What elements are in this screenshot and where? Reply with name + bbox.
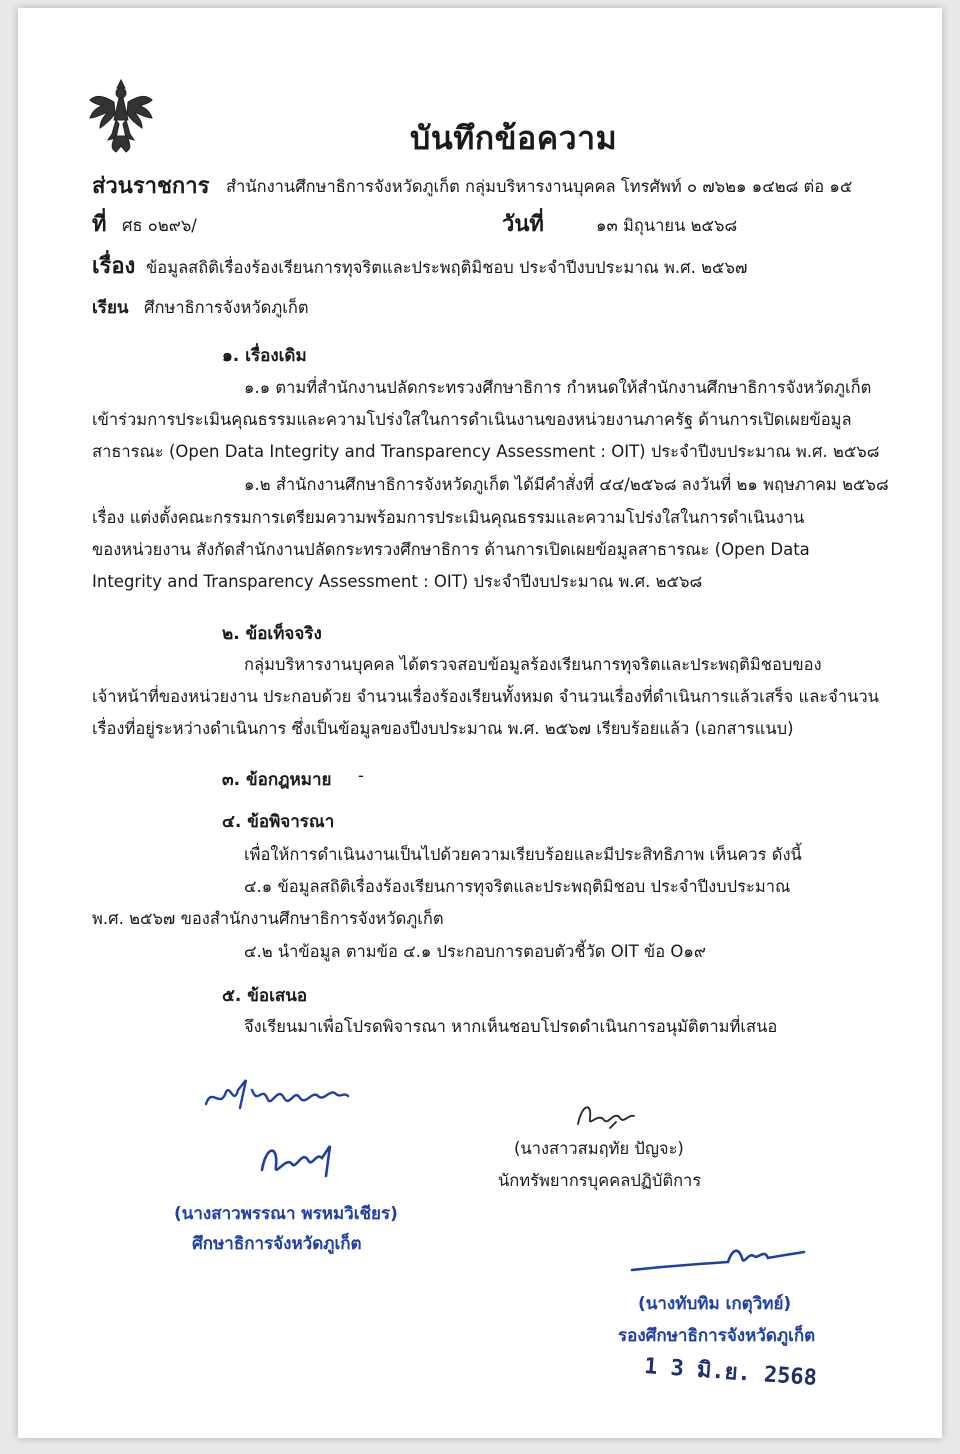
section5-heading: ๕. ข้อเสนอ: [222, 986, 308, 1006]
section1-2-line3: ของหน่วยงาน สังกัดสำนักงานปลัดกระทรวงศึกษาธิการ ด้านการเปิดเผยข้อมูลสาธารณะ (Open Data: [92, 540, 810, 559]
right-signer-title: นักทรัพยากรบุคคลปฏิบัติการ: [498, 1171, 702, 1190]
section1-1-line1: ๑.๑ ตามที่สำนักงานปลัดกระทรวงศึกษาธิการ กำหนดให้สำนักงานศึกษาธิการจังหวัดภูเก็ต: [244, 378, 872, 397]
date-label: วันที่: [502, 212, 544, 237]
section4-1-line2: พ.ศ. ๒๕๖๗ ของสำนักงานศึกษาธิการจังหวัดภูเก็ต: [92, 909, 444, 928]
section2-line3: เรื่องที่อยู่ระหว่างดำเนินการ ซึ่งเป็นข้อมูลของปีงบประมาณ พ.ศ. ๒๕๖๗ เรียบร้อยแล้ว (เอกสารแนบ): [92, 719, 794, 738]
doc-number-text: ศธ ๐๒๙๖/: [122, 216, 197, 235]
approval-handwriting: [202, 1076, 352, 1116]
date-stamp: 1 3 มิ.ย. 2568: [643, 1353, 818, 1392]
recipient-label: เรียน: [92, 298, 129, 318]
bottom-signer-name: (นางทับทิม เกตุวิทย์): [638, 1294, 792, 1314]
agency-label: ส่วนราชการ: [92, 174, 210, 199]
section1-1-line2: เข้าร่วมการประเมินคุณธรรมและความโปร่งใสในการดำเนินงานของหน่วยงานภาครัฐ ด้านการเปิดเผยข้อมูล: [92, 410, 852, 429]
left-signer-title: ศึกษาธิการจังหวัดภูเก็ต: [192, 1234, 362, 1254]
garuda-emblem-icon: [86, 74, 156, 156]
section4-2-line: ๔.๒ นำข้อมูล ตามข้อ ๔.๑ ประกอบการตอบตัวชี้วัด OIT ข้อ O๑๙: [244, 942, 706, 961]
section1-2-line4: Integrity and Transparency Assessment : OIT) ประจำปีงบประมาณ พ.ศ. ๒๕๖๘: [92, 572, 703, 591]
right-signature: [570, 1098, 640, 1134]
section1-1-line3: สาธารณะ (Open Data Integrity and Transparency Assessment : OIT) ประจำปีงบประมาณ พ.ศ. ๒๕๖๘: [92, 442, 880, 461]
section3-heading: ๓. ข้อกฎหมาย: [222, 770, 332, 790]
doc-number-label: ที่: [92, 212, 107, 237]
left-signature: [256, 1136, 340, 1184]
section4-1-line1: ๔.๑ ข้อมูลสถิติเรื่องร้องเรียนการทุจริตและประพฤติมิชอบ ประจำปีงบประมาณ: [244, 877, 791, 896]
memo-title: บันทึกข้อความ: [410, 119, 618, 157]
section1-heading: ๑. เรื่องเดิม: [222, 346, 307, 366]
agency-text: สำนักงานศึกษาธิการจังหวัดภูเก็ต กลุ่มบริหารงานบุคคล โทรศัพท์ ๐ ๗๖๒๑ ๑๔๒๘ ต่อ ๑๕: [226, 177, 853, 196]
subject-label: เรื่อง: [92, 254, 136, 279]
section2-line2: เจ้าหน้าที่ของหน่วยงาน ประกอบด้วย จำนวนเรื่องร้องเรียนทั้งหมด จำนวนเรื่องที่ดำเนินการแล้วเสร็จ และจำนวน: [92, 687, 879, 706]
date-text: ๑๓ มิถุนายน ๒๕๖๘: [596, 216, 738, 235]
right-signer-name: (นางสาวสมฤทัย ปัญจะ): [514, 1139, 684, 1158]
recipient-text: ศึกษาธิการจังหวัดภูเก็ต: [144, 298, 309, 317]
section1-2-line2: เรื่อง แต่งตั้งคณะกรรมการเตรียมความพร้อมการประเมินคุณธรรมและความโปร่งใสในการดำเนินงาน: [92, 508, 805, 527]
left-signer-name: (นางสาวพรรณา พรหมวิเชียร): [174, 1204, 398, 1224]
section2-heading: ๒. ข้อเท็จจริง: [222, 624, 322, 644]
bottom-signature: [628, 1240, 808, 1280]
section1-2-line1: ๑.๒ สำนักงานศึกษาธิการจังหวัดภูเก็ต ได้มีคำสั่งที่ ๔๔/๒๕๖๘ ลงวันที่ ๒๑ พฤษภาคม ๒๕๖๘: [244, 475, 889, 494]
bottom-signer-title: รองศึกษาธิการจังหวัดภูเก็ต: [618, 1326, 816, 1346]
section2-line1: กลุ่มบริหารงานบุคคล ได้ตรวจสอบข้อมูลร้องเรียนการทุจริตและประพฤติมิชอบของ: [244, 655, 822, 674]
subject-text: ข้อมูลสถิติเรื่องร้องเรียนการทุจริตและประพฤติมิชอบ ประจำปีงบประมาณ พ.ศ. ๒๕๖๗: [146, 258, 748, 277]
section5-para: จึงเรียนมาเพื่อโปรดพิจารณา หากเห็นชอบโปรดดำเนินการอนุมัติตามที่เสนอ: [244, 1017, 778, 1036]
section4-para: เพื่อให้การดำเนินงานเป็นไปด้วยความเรียบร้อยและมีประสิทธิภาพ เห็นควร ดังนี้: [244, 845, 802, 864]
section3-text: -: [358, 766, 364, 785]
memo-page: [18, 8, 942, 1438]
section4-heading: ๔. ข้อพิจารณา: [222, 812, 335, 832]
